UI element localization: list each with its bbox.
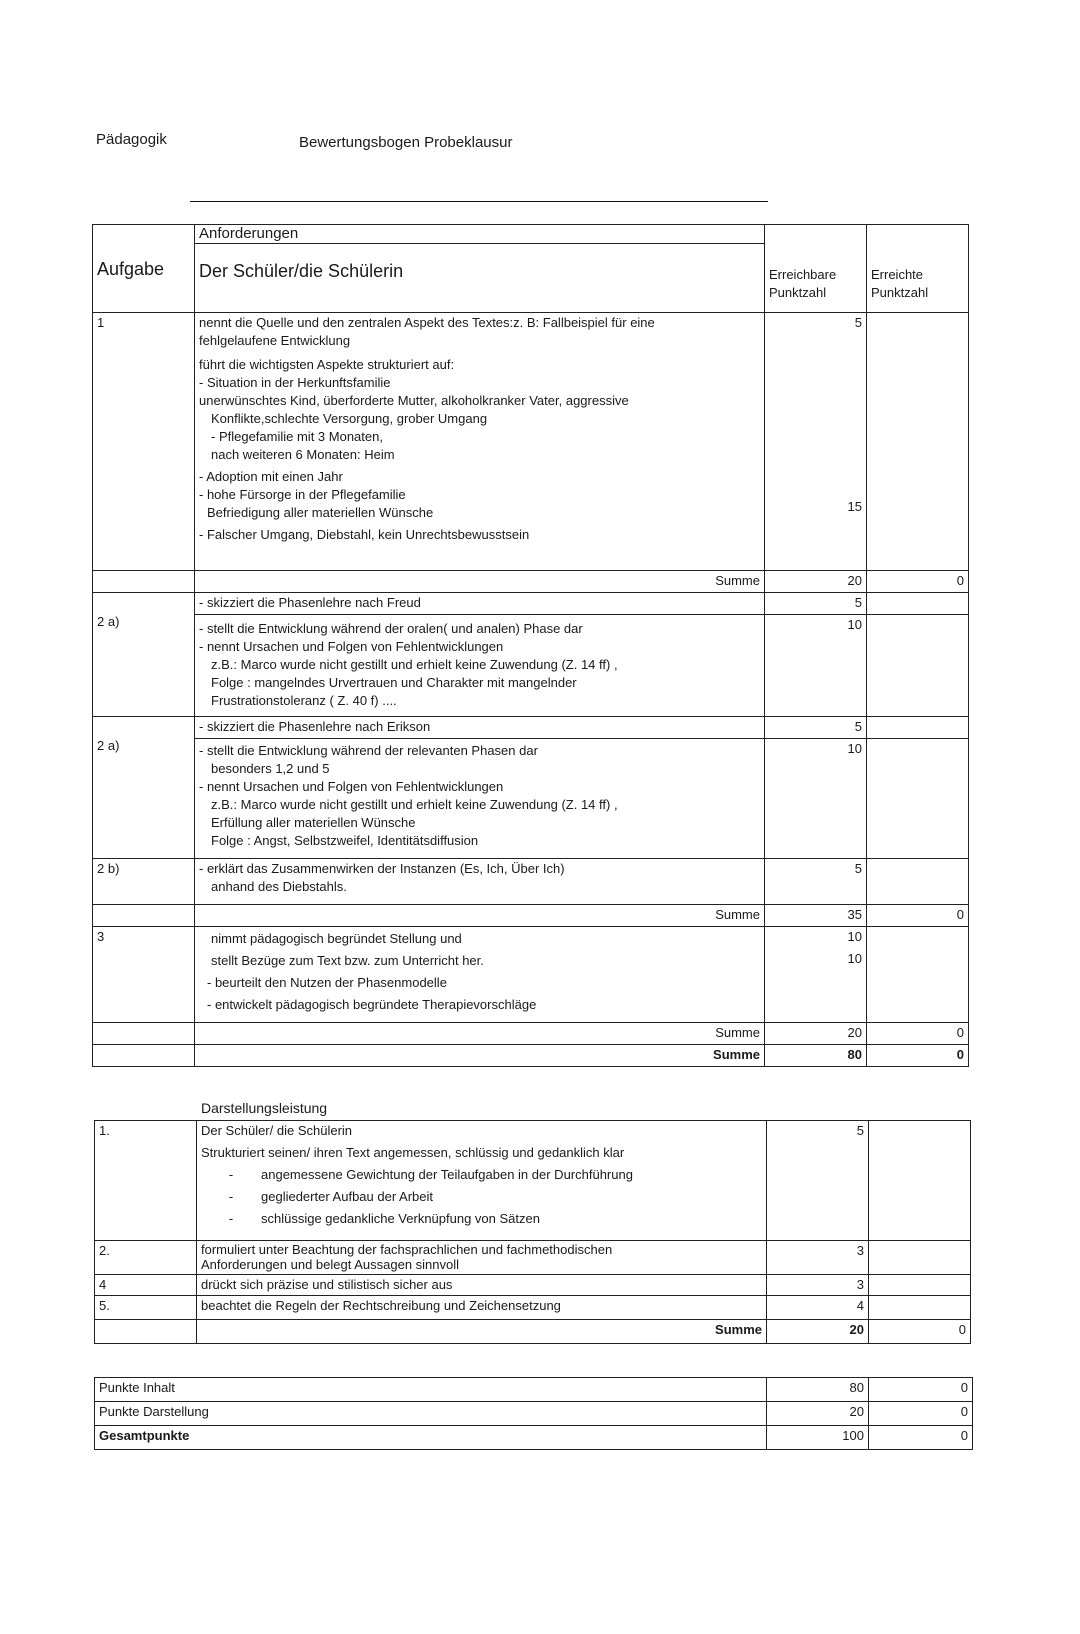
summary-gesamt-label: Gesamtpunkte xyxy=(95,1426,767,1450)
empty-cell xyxy=(93,1023,195,1045)
bullet-dash: - xyxy=(228,1167,234,1182)
task-1-summe-row xyxy=(93,571,969,593)
task-1-line: - Situation in der Herkunftsfamilie xyxy=(199,375,391,390)
empty-cell xyxy=(95,1320,197,1344)
summary-row-gesamt xyxy=(95,1426,973,1450)
darstellung-row-3-points: 3 xyxy=(767,1275,869,1296)
task-2a-erikson-line: besonders 1,2 und 5 xyxy=(211,761,330,776)
darstellung-summe-row xyxy=(95,1320,971,1344)
task-2a-freud-row xyxy=(93,615,969,717)
task-2a-erikson-line: - stellt die Entwicklung während der relevanten Phasen dar xyxy=(199,743,538,758)
darstellung-line: formuliert unter Beachtung der fachsprachlichen und fachmethodischen xyxy=(201,1242,613,1257)
task-2a-freud-skizziert: - skizziert die Phasenlehre nach Freud xyxy=(195,593,765,615)
task-2b-row xyxy=(93,859,969,905)
darstellung-row-1-points: 5 xyxy=(767,1121,869,1241)
darstellung-row-2-text xyxy=(197,1241,767,1275)
task-2a-freud-line: - stellt die Entwicklung während der oralen( und analen) Phase dar xyxy=(199,621,583,636)
task-1-line: Konflikte,schlechte Versorgung, grober Umgang xyxy=(211,411,488,426)
task-1-line: - Pflegefamilie mit 3 Monaten, xyxy=(211,429,383,444)
darstellung-erreicht: 0 xyxy=(869,1320,971,1344)
task-2a-freud-skizziert-row xyxy=(93,593,969,615)
summary-darstellung-value: 20 xyxy=(767,1402,869,1426)
task-2b-line: anhand des Diebstahls. xyxy=(211,879,347,894)
section-anforderungen: Anforderungen xyxy=(195,225,764,244)
task-2a-freud-label: 2 a) xyxy=(93,593,195,717)
task-2-summe-label: Summe xyxy=(195,905,765,927)
summary-inhalt-label: Punkte Inhalt xyxy=(95,1378,767,1402)
task-3-row xyxy=(93,927,969,1023)
section-darstellung: Darstellungsleistung xyxy=(201,1100,328,1116)
empty-cell xyxy=(869,1275,971,1296)
empty-cell xyxy=(93,1045,195,1067)
empty-cell xyxy=(93,905,195,927)
summary-inhalt-erreicht: 0 xyxy=(869,1378,973,1402)
empty-cell xyxy=(869,1296,971,1320)
darstellung-row-2-points: 3 xyxy=(767,1241,869,1275)
darstellung-bullet: gegliederter Aufbau der Arbeit xyxy=(261,1189,434,1204)
total-erreicht: 0 xyxy=(867,1045,969,1067)
summary-table xyxy=(94,1377,973,1450)
task-1-line: - Falscher Umgang, Diebstahl, kein Unrechtsbewusstsein xyxy=(199,527,530,542)
darstellung-bullet: angemessene Gewichtung der Teilaufgaben in der Durchführung xyxy=(261,1167,633,1182)
darstellung-row-1-label: 1. xyxy=(95,1121,197,1241)
summary-inhalt-value: 80 xyxy=(767,1378,869,1402)
task-1-line: - Adoption mit einen Jahr xyxy=(199,469,343,484)
task-1-line: Befriedigung aller materiellen Wünsche xyxy=(207,505,434,520)
darstellung-summe-label: Summe xyxy=(197,1320,767,1344)
task-3-line: - beurteilt den Nutzen der Phasenmodelle xyxy=(207,975,447,990)
subject-label: Pädagogik xyxy=(96,131,167,148)
empty-cell xyxy=(869,1121,971,1241)
task-2a-erikson-text xyxy=(195,739,765,859)
task-1-line: führt die wichtigsten Aspekte strukturiert auf: xyxy=(199,357,455,372)
task-2a-erikson-line: z.B.: Marco wurde nicht gestillt und erhielt keine Zuwendung (Z. 14 ff) , xyxy=(211,797,618,812)
summary-row-inhalt xyxy=(95,1378,973,1402)
requirements-table xyxy=(92,224,969,1067)
darstellung-row-1 xyxy=(95,1121,971,1241)
col-aufgabe: Aufgabe xyxy=(93,225,195,313)
darstellung-line: Anforderungen und belegt Aussagen sinnvoll xyxy=(201,1257,460,1272)
darstellung-row-3-text: drückt sich präzise und stilistisch sicher aus xyxy=(197,1275,767,1296)
task-3-summe-label: Summe xyxy=(195,1023,765,1045)
empty-cell xyxy=(867,615,969,717)
total-summe: 80 xyxy=(765,1045,867,1067)
summary-gesamt-erreicht: 0 xyxy=(869,1426,973,1450)
task-1-line: nach weiteren 6 Monaten: Heim xyxy=(211,447,395,462)
task-3-points xyxy=(765,927,867,1023)
empty-cell xyxy=(867,717,969,739)
task-2a-freud-skizziert-points: 5 xyxy=(765,593,867,615)
task-3-summe: 20 xyxy=(765,1023,867,1045)
task-1-points-b: 15 xyxy=(847,499,862,514)
total-summe-row xyxy=(93,1045,969,1067)
task-2a-freud-line: Frustrationstoleranz ( Z. 40 f) .... xyxy=(211,693,397,708)
header-rule xyxy=(190,201,768,202)
empty-cell xyxy=(867,859,969,905)
task-2b-label: 2 b) xyxy=(93,859,195,905)
table-header-row xyxy=(93,225,969,313)
task-1-points xyxy=(765,313,867,571)
col-erreicht xyxy=(867,225,969,313)
summary-darstellung-erreicht: 0 xyxy=(869,1402,973,1426)
task-2b-text xyxy=(195,859,765,905)
darstellung-table xyxy=(94,1120,971,1344)
darstellung-summe: 20 xyxy=(767,1320,869,1344)
task-3-summe-row xyxy=(93,1023,969,1045)
task-1-line: nennt die Quelle und den zentralen Aspekt des Textes:z. B: Fallbeispiel für eine xyxy=(199,315,655,330)
task-3-text xyxy=(195,927,765,1023)
summary-row-darstellung xyxy=(95,1402,973,1426)
task-2a-erikson-row xyxy=(93,739,969,859)
task-1-line: unerwünschtes Kind, überforderte Mutter, alkoholkranker Vater, aggressive xyxy=(199,393,629,408)
darstellung-row-4-label: 5. xyxy=(95,1296,197,1320)
empty-cell xyxy=(867,739,969,859)
darstellung-row-4 xyxy=(95,1296,971,1320)
col-schueler: Der Schüler/die Schülerin xyxy=(199,261,404,281)
task-1-summe: 20 xyxy=(765,571,867,593)
task-3-points-b: 10 xyxy=(847,951,862,966)
task-1-row xyxy=(93,313,969,571)
document-title: Bewertungsbogen Probeklausur xyxy=(299,134,513,151)
bullet-dash: - xyxy=(228,1211,234,1226)
task-2a-erikson-line: - nennt Ursachen und Folgen von Fehlentwicklungen xyxy=(199,779,504,794)
empty-cell xyxy=(93,571,195,593)
task-2a-erikson-skizziert-row xyxy=(93,717,969,739)
empty-cell xyxy=(867,593,969,615)
task-2a-freud-line: Folge : mangelndes Urvertrauen und Charakter mit mangelnder xyxy=(211,675,577,690)
task-2a-freud-line: z.B.: Marco wurde nicht gestillt und erhielt keine Zuwendung (Z. 14 ff) , xyxy=(211,657,618,672)
task-1-erreicht-cell xyxy=(867,313,969,571)
total-summe-label: Summe xyxy=(195,1045,765,1067)
task-3-line: nimmt pädagogisch begründet Stellung und xyxy=(211,931,462,946)
task-3-line: - entwickelt pädagogisch begründete Therapievorschläge xyxy=(207,997,537,1012)
darstellung-row-4-text: beachtet die Regeln der Rechtschreibung und Zeichensetzung xyxy=(197,1296,767,1320)
task-1-label: 1 xyxy=(93,313,195,571)
task-3-label: 3 xyxy=(93,927,195,1023)
task-2-summe: 35 xyxy=(765,905,867,927)
empty-cell xyxy=(867,927,969,1023)
task-2b-line: - erklärt das Zusammenwirken der Instanzen (Es, Ich, Über Ich) xyxy=(199,861,565,876)
task-2a-erikson-label: 2 a) xyxy=(93,717,195,859)
darstellung-bullet: schlüssige gedankliche Verknüpfung von Sätzen xyxy=(261,1211,540,1226)
darstellung-row-1-text xyxy=(197,1121,767,1241)
task-3-erreicht: 0 xyxy=(867,1023,969,1045)
task-1-points-a: 5 xyxy=(854,315,862,330)
task-2b-points: 5 xyxy=(765,859,867,905)
darstellung-row-4-points: 4 xyxy=(767,1296,869,1320)
task-2a-freud-points: 10 xyxy=(765,615,867,717)
task-2a-erikson-points: 10 xyxy=(765,739,867,859)
task-2-erreicht: 0 xyxy=(867,905,969,927)
summary-darstellung-label: Punkte Darstellung xyxy=(95,1402,767,1426)
darstellung-row-2 xyxy=(95,1241,971,1275)
task-1-erreicht: 0 xyxy=(867,571,969,593)
task-2a-erikson-skizziert: - skizziert die Phasenlehre nach Erikson xyxy=(195,717,765,739)
task-3-line: stellt Bezüge zum Text bzw. zum Unterricht her. xyxy=(211,953,484,968)
darstellung-line: Strukturiert seinen/ ihren Text angemessen, schlüssig und gedanklich klar xyxy=(201,1145,625,1160)
darstellung-line: Der Schüler/ die Schülerin xyxy=(201,1123,353,1138)
col-schueler-cell xyxy=(195,225,765,313)
task-2a-erikson-line: Erfüllung aller materiellen Wünsche xyxy=(211,815,416,830)
task-1-summe-label: Summe xyxy=(195,571,765,593)
task-2a-erikson-skizziert-points: 5 xyxy=(765,717,867,739)
task-2a-freud-line: - nennt Ursachen und Folgen von Fehlentwicklungen xyxy=(199,639,504,654)
task-3-points-a: 10 xyxy=(847,929,862,944)
bullet-dash: - xyxy=(228,1189,234,1204)
task-1-text xyxy=(195,313,765,571)
empty-cell xyxy=(869,1241,971,1275)
col-erreichbar-line1: Erreichbare xyxy=(769,267,837,282)
col-erreichbar xyxy=(765,225,867,313)
task-2-summe-row xyxy=(93,905,969,927)
col-erreicht-line1: Erreichte xyxy=(871,267,924,282)
col-erreicht-line2: Punktzahl xyxy=(871,285,929,300)
summary-gesamt-value: 100 xyxy=(767,1426,869,1450)
darstellung-row-3 xyxy=(95,1275,971,1296)
task-2a-erikson-line: Folge : Angst, Selbstzweifel, Identitätsdiffusion xyxy=(211,833,479,848)
task-2a-freud-text xyxy=(195,615,765,717)
task-1-line: fehlgelaufene Entwicklung xyxy=(199,333,351,348)
darstellung-row-2-label: 2. xyxy=(95,1241,197,1275)
task-1-line: - hohe Fürsorge in der Pflegefamilie xyxy=(199,487,406,502)
darstellung-row-3-label: 4 xyxy=(95,1275,197,1296)
col-erreichbar-line2: Punktzahl xyxy=(769,285,827,300)
